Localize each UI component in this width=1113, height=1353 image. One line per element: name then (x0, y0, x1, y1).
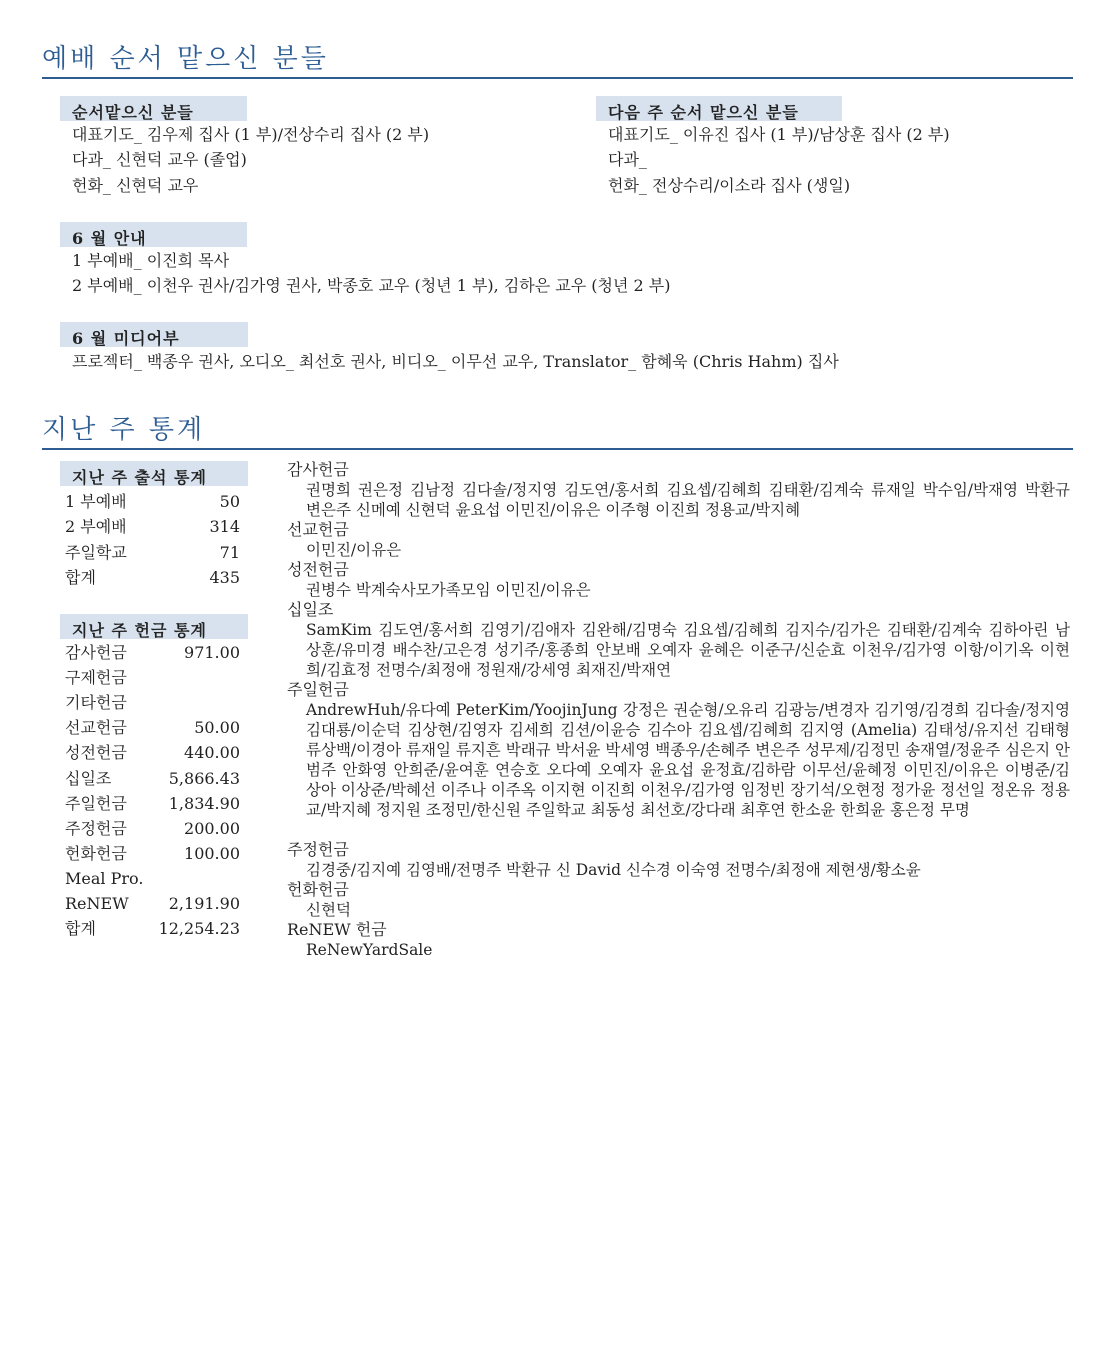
stat-label: ReNEW (65, 894, 129, 913)
stat-row (65, 640, 240, 665)
offering-donor-names: AndrewHuh/유다예 PeterKim/YoojinJung 강정은 권순형/오유리 김광능/변경자 김기영/김경희 김다솔/정지영 김대룡/이순덕 김상현/김영자 김세희 김션/이윤승 김수아 김요셉/김혜희 김지영 (Amelia) 김태성/유지선 김태형 류상백/이경아 류재일 류지흔 박래규 박서윤 박세영 백종우/손혜주 변은주 성무제/김정민 송재열/정윤주 심은지 안범주 안화영 안희준/윤여훈 연승호 오다예 오예자 윤요섭 윤정효/김하람 이무선/윤혜정 이민진/이유은 이병준/김상아 이상준/박혜선 이주나 이주옥 이지현 이진희 이천우/김가영 임정빈 장기석/오현정 정가윤 정선일 정온유 정용교/박지혜 정지원 조정민/한신원 주일학교 최동성 최선호/강다래 최후연 한소윤 한희윤 홍은정 무명 (306, 701, 1070, 819)
stat-label: 주정헌금 (65, 818, 127, 838)
stat-value: 435 (209, 567, 240, 587)
offering-donor-names: 김경중/김지예 김영배/전명주 박환규 신 David 신수경 이숙영 전명수/최정애 제현생/황소윤 (306, 861, 921, 879)
stat-value: 12,254.23 (158, 919, 240, 939)
next-week-prayer-line: 대표기도_ 이유진 집사 (1 부)/남상훈 집사 (2 부) (608, 125, 950, 144)
stat-label: 1 부예배 (65, 492, 127, 511)
stat-row (65, 489, 240, 514)
stat-label: Meal Pro. (65, 868, 144, 888)
offering-donor-names: SamKim 김도연/홍서희 김영기/김애자 김완해/김명숙 김요셉/김혜희 김지수/김가은 김태환/김계숙 김하아린 남상훈/유미경 배수찬/고은경 성기주/홍종희 안보배 오예자 윤혜은 이준구/신순효 이천우/김가영 이항/이기옥 이현희/김효정 전명수/최정애 정원재/강세영 최재진/박재연 (306, 621, 1070, 679)
stat-row (65, 715, 240, 740)
stat-label: 성전헌금 (65, 743, 127, 763)
stat-label: 헌화헌금 (65, 843, 127, 863)
stat-label: 2 부예배 (65, 517, 127, 537)
stat-label: 합계 (65, 919, 96, 939)
stat-value: 1,834.90 (168, 793, 240, 813)
stat-label: 구제헌금 (65, 668, 127, 688)
stat-label: 기타헌금 (65, 693, 127, 713)
stat-row (65, 514, 240, 539)
section-title-worship-roles: 예배 순서 맡으신 분들 (42, 38, 1073, 79)
stat-row (65, 565, 240, 590)
stat-value: 50 (219, 492, 240, 511)
june-guide-label: 6 월 안내 (60, 222, 247, 247)
offering-donor-names: 권병수 박계숙사모가족모임 이민진/이유은 (306, 581, 591, 599)
offering-category-heading: 성전헌금 (287, 560, 349, 579)
stat-label: 감사헌금 (65, 643, 127, 662)
offering-category-heading: ReNEW 헌금 (287, 920, 387, 939)
stat-label: 주일헌금 (65, 793, 127, 813)
stat-value: 200.00 (184, 818, 240, 838)
attendance-stats-label: 지난 주 출석 통계 (60, 461, 248, 486)
next-week-refreshment-line: 다과_ (608, 150, 647, 169)
stat-row (65, 866, 240, 891)
section-title-last-week-stats: 지난 주 통계 (42, 409, 1073, 450)
stat-value: 71 (219, 542, 240, 562)
stat-label: 십일조 (65, 768, 112, 788)
stat-label: 합계 (65, 567, 96, 587)
stat-label: 주일학교 (65, 542, 127, 562)
stat-row (65, 540, 240, 565)
stat-row (65, 816, 240, 841)
stat-row (65, 665, 240, 690)
stat-value: 5,866.43 (168, 768, 240, 788)
june-media-line: 프로젝터_ 백종우 권사, 오디오_ 최선호 권사, 비디오_ 이무선 교우, Translator_ 함혜욱 (Chris Hahm) 집사 (72, 352, 839, 371)
offering-category-heading: 헌화헌금 (287, 880, 349, 899)
stat-row (65, 766, 240, 791)
offering-category-heading: 십일조 (287, 600, 334, 619)
this-week-refreshment-line: 다과_ 신현덕 교우 (졸업) (72, 150, 247, 169)
offering-stats-label: 지난 주 헌금 통계 (60, 614, 248, 639)
stat-row (65, 891, 240, 916)
stat-value: 50.00 (194, 718, 240, 738)
offering-donor-names: 이민진/이유은 (306, 541, 402, 559)
stat-row (65, 841, 240, 866)
stat-label: 선교헌금 (65, 718, 127, 738)
stat-row (65, 916, 240, 941)
stat-row (65, 740, 240, 765)
stat-value: 440.00 (184, 743, 240, 763)
next-week-flower-line: 헌화_ 전상수리/이소라 집사 (생일) (608, 176, 851, 195)
offering-category-heading: 주일헌금 (287, 680, 349, 699)
offering-donor-names: 권명희 권은정 김남정 김다솔/정지영 김도연/홍서희 김요셉/김혜희 김태환/김계숙 류재일 박수임/박재영 박환규 변은주 신메예 신현덕 윤요섭 이민진/이유은 이주형 이진희 정용교/박지혜 (306, 481, 1070, 519)
next-week-roles-label: 다음 주 순서 맡으신 분들 (596, 96, 842, 121)
stat-value: 2,191.90 (168, 894, 240, 913)
offering-category-heading: 주정헌금 (287, 840, 349, 859)
offering-donor-names: ReNewYardSale (306, 941, 433, 959)
june-guide-service1-line: 1 부예배_ 이진희 목사 (72, 251, 230, 270)
this-week-flower-line: 헌화_ 신현덕 교우 (72, 176, 199, 195)
stat-row (65, 690, 240, 715)
june-media-label: 6 월 미디어부 (60, 322, 248, 347)
stat-value: 971.00 (184, 643, 240, 662)
offering-donor-names: 신현덕 (306, 901, 351, 919)
stat-row (65, 791, 240, 816)
stat-value: 314 (209, 517, 240, 537)
this-week-prayer-line: 대표기도_ 김우제 집사 (1 부)/전상수리 집사 (2 부) (72, 125, 430, 144)
offering-category-heading: 선교헌금 (287, 520, 349, 539)
offering-category-heading: 감사헌금 (287, 460, 349, 479)
this-week-roles-label: 순서맡으신 분들 (60, 96, 247, 121)
stat-value: 100.00 (184, 843, 240, 863)
june-guide-service2-line: 2 부예배_ 이천우 권사/김가영 권사, 박종호 교우 (청년 1 부), 김하은 교우 (청년 2 부) (72, 276, 671, 295)
